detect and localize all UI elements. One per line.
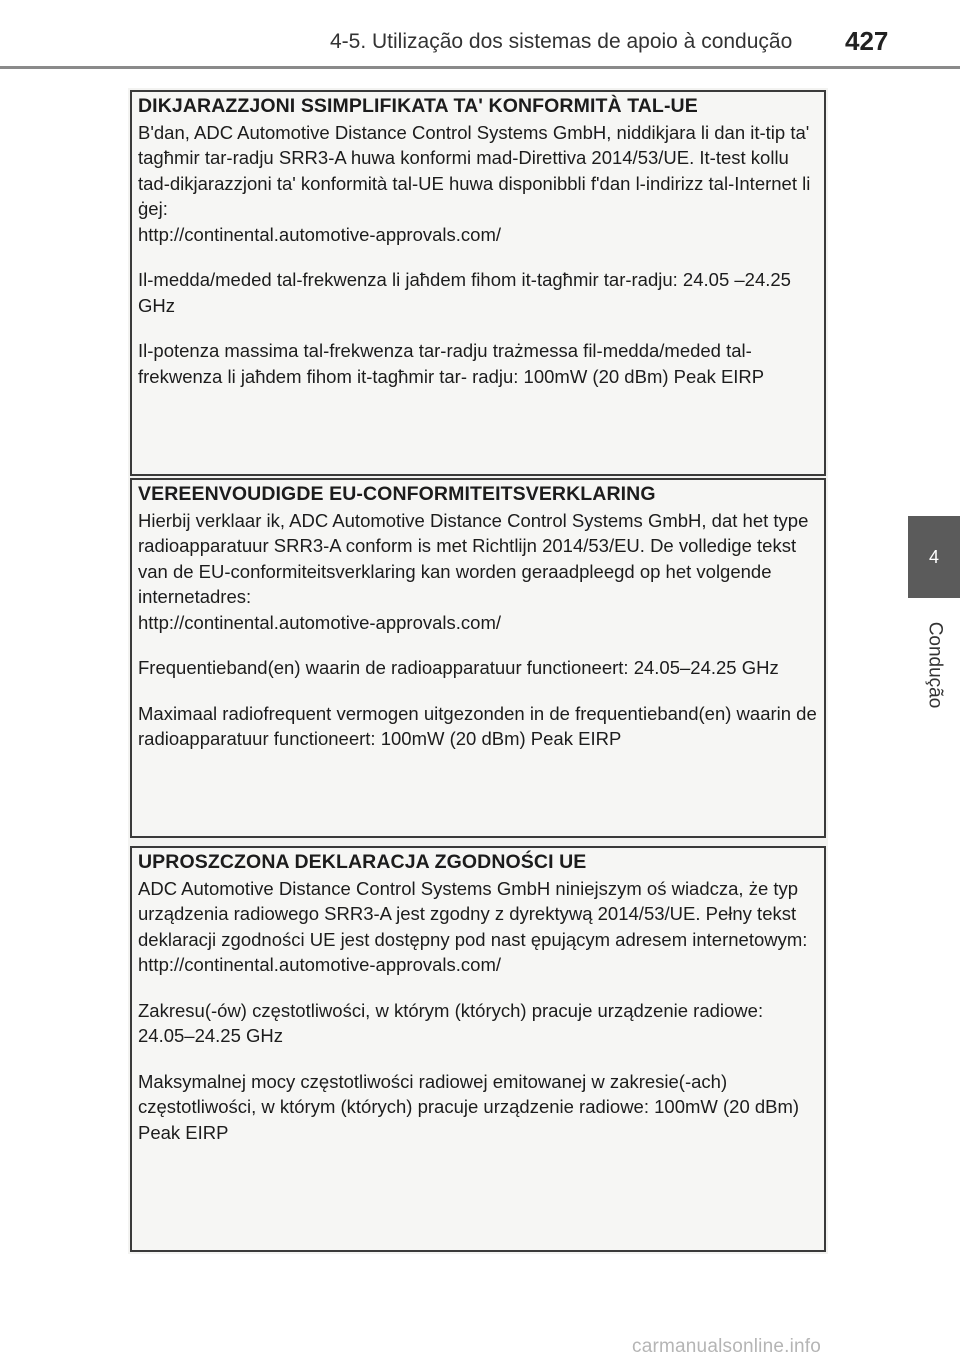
chapter-tab[interactable] [908, 516, 960, 598]
chapter-label-text: Condução [924, 621, 945, 709]
declaration-url: http://continental.automotive-approvals.com/ [138, 611, 501, 633]
declaration-frequency: Zakresu(-ów) częstotliwości, w którym (których) pracuje urządzenie radiowe: 24.05–24.25 GHz [138, 999, 764, 1046]
declaration-box-polish [130, 846, 826, 1252]
declaration-intro: Hierbij verklaar ik, ADC Automotive Distance Control Systems GmbH, dat het type radioapparatuur SRR3-A conform is met Richtlijn 2014/53/EU. De volledige tekst van de EU-conformiteitsverklaring kan worden geraadpleegd op het volgende internetadres: [138, 509, 809, 607]
chapter-label [910, 610, 958, 720]
declaration-heading: UPROSZCZONA DEKLARACJA ZGODNOŚCI UE [138, 851, 587, 873]
declaration-heading: VEREENVOUDIGDE EU-CONFORMITEITSVERKLARING [138, 483, 656, 505]
declaration-intro: B'dan, ADC Automotive Distance Control Systems GmbH, niddikjara li dan it-tip ta' tagħmir tar-radju SRR3-A huwa konformi mad-Direttiva 2014/53/UE. It-test kollu tad-dikjarazzjoni ta' konformità tal-UE huwa disponibbli f'dan l-indirizz tal-Internet li ġej: [138, 121, 811, 219]
chapter-number: 4 [928, 546, 939, 567]
header-divider [0, 66, 960, 69]
declaration-intro: ADC Automotive Distance Control Systems GmbH niniejszym oś wiadcza, że typ urządzenia radiowego SRR3-A jest zgodny z dyrektywą 2014/53/UE. Pełny tekst deklaracji zgodności UE jest dostępny pod nast ępującym adresem internetowym: [138, 877, 808, 950]
page-number: 427 [845, 26, 889, 56]
site-watermark: carmanualsonline.info [632, 1336, 822, 1357]
declaration-frequency: Frequentieband(en) waarin de radioapparatuur functioneert: 24.05–24.25 GHz [138, 657, 779, 678]
declaration-frequency: Il-medda/meded tal-frekwenza li jaħdem fihom it-tagħmir tar-radju: 24.05 –24.25 GHz [138, 269, 791, 316]
section-title: 4-5. Utilização dos sistemas de apoio à condução [330, 30, 793, 53]
declaration-power: Maksymalnej mocy częstotliwości radiowej emitowanej w zakresie(-ach) częstotliwości, w którym (których) pracuje urządzenie radiowe: 100mW (20 dBm) Peak EIRP [138, 1070, 800, 1143]
declaration-power: Il-potenza massima tal-frekwenza tar-radju trażmessa fil-medda/meded tal-frekwenza li jaħdem fihom it-tagħmir tar- radju: 100mW (20 dBm) Peak EIRP [138, 340, 765, 387]
declaration-url: http://continental.automotive-approvals.com/ [138, 223, 501, 245]
declaration-box-maltese [130, 90, 826, 476]
declaration-url: http://continental.automotive-approvals.com/ [138, 954, 501, 975]
declaration-power: Maximaal radiofrequent vermogen uitgezonden in de frequentieband(en) waarin de radioapparatuur functioneert: 100mW (20 dBm) Peak EIRP [138, 702, 817, 749]
declaration-box-dutch [130, 478, 826, 838]
declaration-heading: DIKJARAZZJONI SSIMPLIFIKATA TA' KONFORMITÀ TAL-UE [138, 95, 698, 117]
